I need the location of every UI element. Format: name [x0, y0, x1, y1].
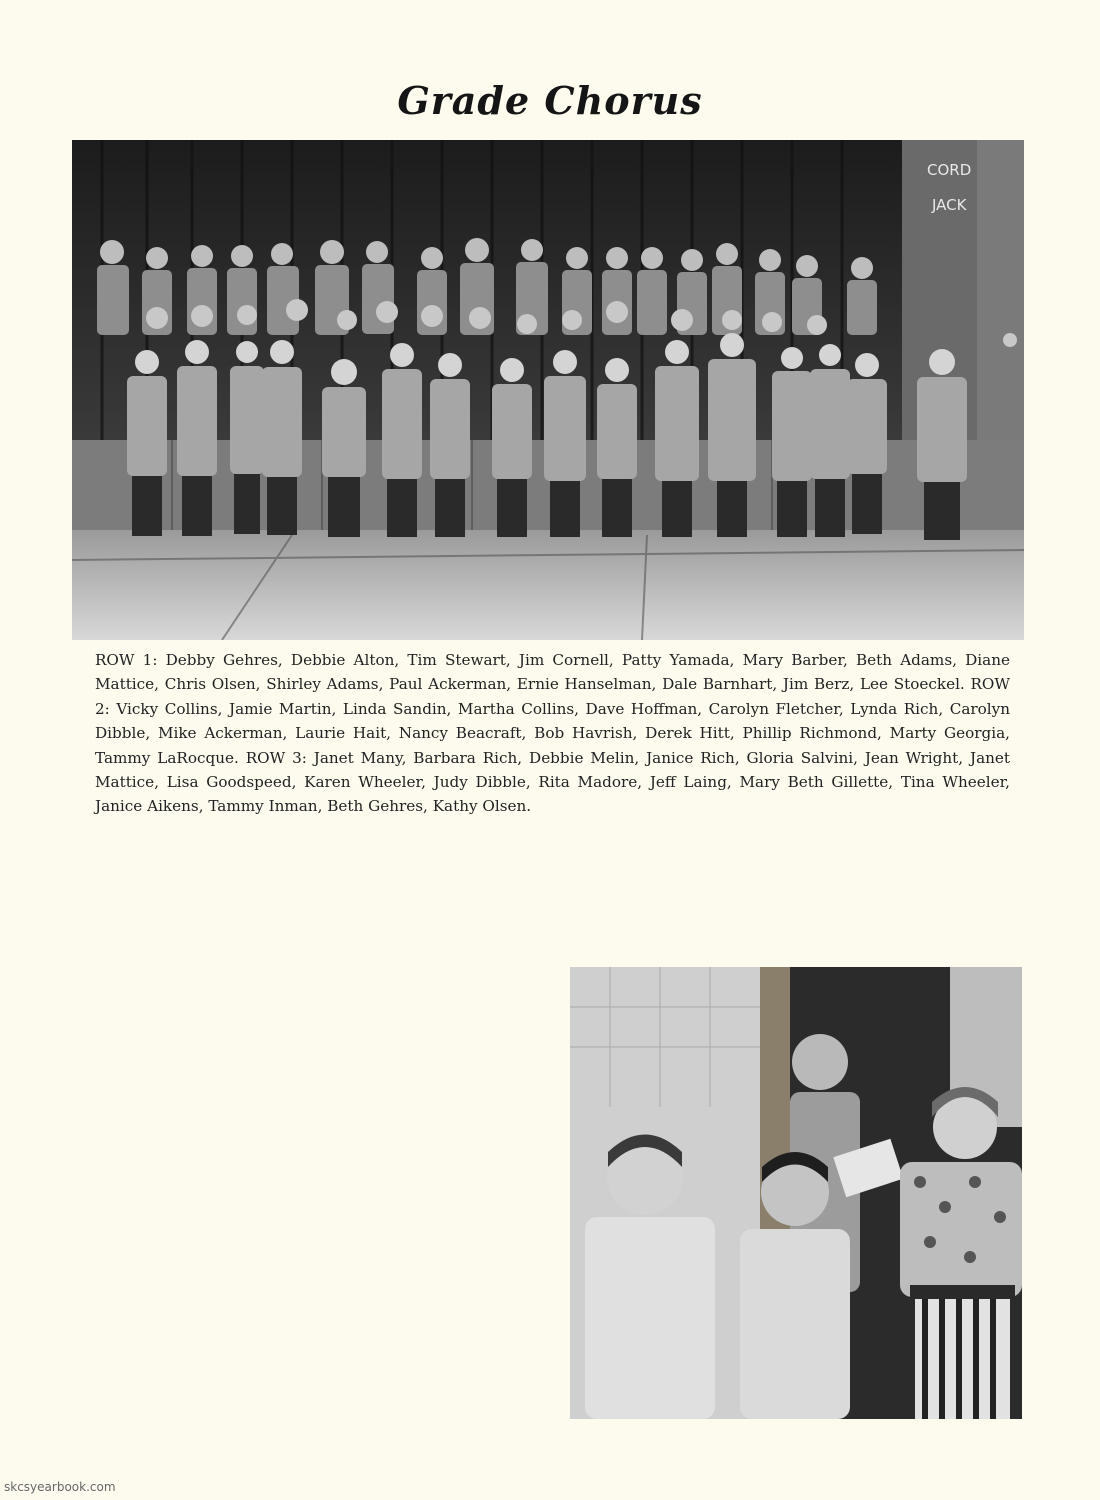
stage-sign-line: CORD	[927, 161, 972, 179]
group-photo	[72, 140, 1024, 640]
candid-photo	[570, 967, 1022, 1419]
group-photo-image	[72, 140, 1024, 640]
candid-photo-image	[570, 967, 1022, 1419]
photo-caption: ROW 1: Debby Gehres, Debbie Alton, Tim Stewart, Jim Cornell, Patty Yamada, Mary Barber, Beth Adams, Diane Mattice, Chris Olsen, Shirley Adams, Paul Ackerman, Ernie Hanselman, Dale Barnhart, Jim Berz, Lee Stoeckel. ROW 2: Vicky Collins, Jamie Martin, Linda Sandin, Martha Collins, Dave Hoffman, Carolyn Fletcher, Lynda Rich, Carolyn Dibble, Mike Ackerman, Laurie Hait, Nancy Beacraft, Bob Havrish, Derek Hitt, Phillip Richmond, Marty Georgia, Tammy LaRocque. ROW 3: Janet Many, Barbara Rich, Debbie Melin, Janice Rich, Gloria Salvini, Jean Wright, Janet Mattice, Lisa Goodspeed, Karen Wheeler, Judy Dibble, Rita Madore, Jeff Laing, Mary Beth Gillette, Tina Wheeler, Janice Aikens, Tammy Inman, Beth Gehres, Kathy Olsen.	[95, 651, 1010, 816]
site-watermark: skcsyearbook.com	[4, 1480, 116, 1494]
page-title: Grade Chorus	[397, 78, 703, 123]
stage-sign-line: JACK	[932, 196, 967, 214]
